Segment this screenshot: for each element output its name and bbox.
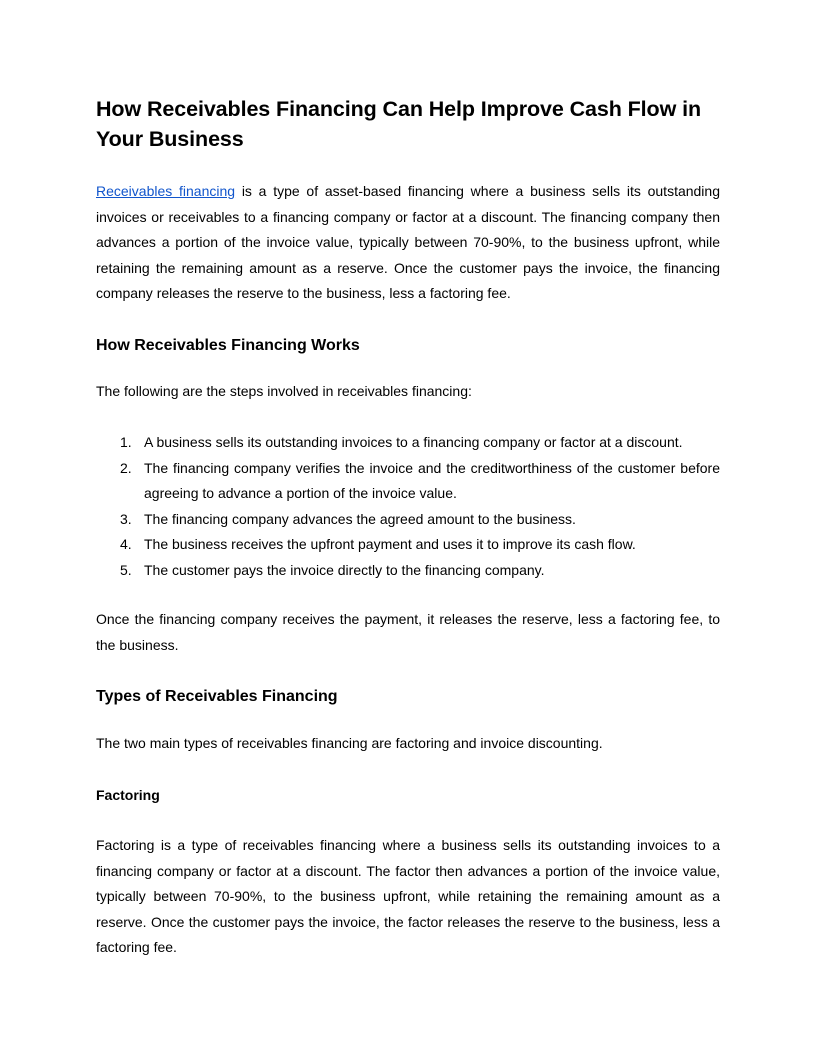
list-item-text: The financing company advances the agreed amount to the business. xyxy=(144,510,576,527)
intro-paragraph xyxy=(96,179,720,307)
list-item xyxy=(96,558,720,584)
list-item-number: 1. xyxy=(120,434,132,450)
receivables-financing-link[interactable]: Receivables financing xyxy=(96,183,236,199)
how-it-works-heading: How Receivables Financing Works xyxy=(96,337,360,354)
list-item-number: 5. xyxy=(120,561,132,578)
types-heading: Types of Receivables Financing xyxy=(96,688,338,705)
list-item-number: 4. xyxy=(120,536,132,552)
factoring-heading: Factoring xyxy=(96,787,160,803)
list-item-text: The business receives the upfront payment and uses it to improve its cash flow. xyxy=(144,536,636,552)
list-item-text: The financing company verifies the invoice and the creditworthiness of the customer before agreeing to advance a portion of the invoice value. xyxy=(144,459,720,501)
document-title: How Receivables Financing Can Help Improve Cash Flow in Your Business xyxy=(96,97,701,151)
steps-list xyxy=(96,430,720,583)
list-item xyxy=(96,507,720,533)
list-item-text: A business sells its outstanding invoices to a financing company or factor at a discount. xyxy=(144,434,683,450)
how-it-works-lead: The following are the steps involved in receivables financing: xyxy=(96,383,472,399)
how-it-works-closing: Once the financing company receives the payment, it releases the reserve, less a factoring fee, to the business. xyxy=(96,611,720,653)
factoring-paragraph: Factoring is a type of receivables financing where a business sells its outstanding invoices to a financing company or factor at a discount. The factor then advances a portion of the invoice value, typically between 70-90%, to the business upfront, while retaining the remaining amount as a reserve. Once the customer pays the invoice, the factor releases the reserve to the business, less a factoring fee. xyxy=(96,837,720,955)
intro-text: is a type of asset-based financing where a business sells its outstanding invoices or receivables to a financing company or factor at a discount. The financing company then advances a portion of the invoice value, typically between 70-90%, to the business upfront, while retaining the remaining amount as a reserve. Once the customer pays the invoice, the financing company releases the reserve to the business, less a factoring fee. xyxy=(96,183,720,301)
list-item-number: 2. xyxy=(120,459,132,476)
types-lead: The two main types of receivables financing are factoring and invoice discounting. xyxy=(96,735,603,751)
list-item xyxy=(96,532,720,558)
list-item xyxy=(96,456,720,507)
list-item-text: The customer pays the invoice directly to the financing company. xyxy=(144,561,545,578)
list-item xyxy=(96,430,720,456)
list-item-number: 3. xyxy=(120,510,132,527)
